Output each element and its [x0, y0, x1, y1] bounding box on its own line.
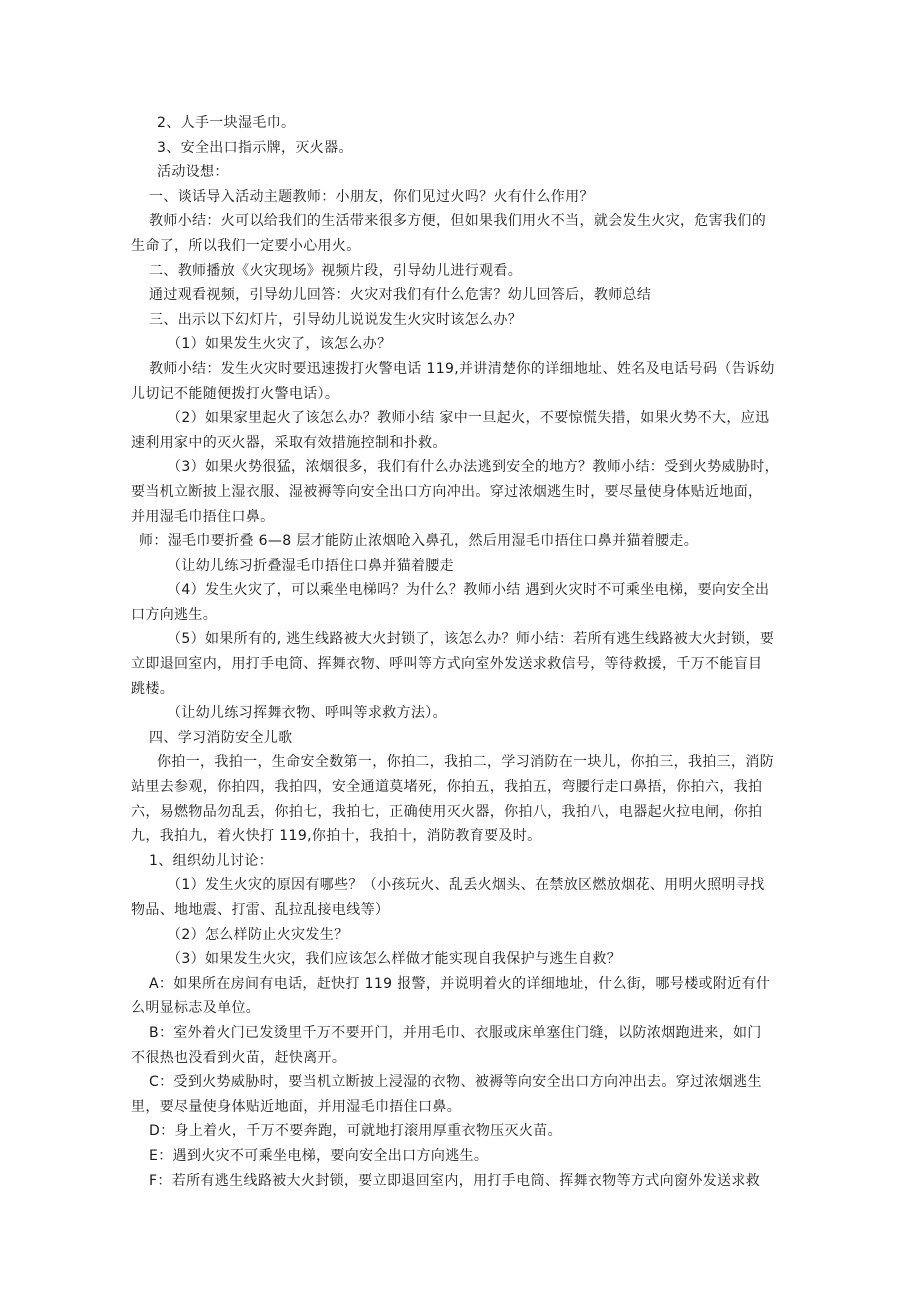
text-line: 生命了，所以我们一定要小心用火。 [131, 237, 361, 254]
text-line: 教师小结：火可以给我们的生活带来很多方便，但如果我们用火不当，就会发生火灾，危害我们的 [149, 213, 767, 230]
text-line: 四、学习消防安全儿歌 [149, 729, 293, 746]
text-line: （3）如果火势很猛，浓烟很多，我们有什么办法逃到安全的地方？教师小结：受到火势威胁时， [167, 459, 779, 476]
text-line: 九，我拍九，着火快打 119,你拍十，我拍十，消防教育要及时。 [131, 828, 542, 845]
text-line: 么明显标志及单位。 [131, 1000, 261, 1017]
text-line: 里，要尽量使身体贴近地面，并用湿毛巾捂住口鼻。 [131, 1098, 462, 1115]
text-line: C：受到火势威胁时，要当机立断披上浸湿的衣物、被褥等向安全出口方向冲出去。穿过浓烟逃生 [149, 1074, 762, 1091]
text-line: 要当机立断披上湿衣服、湿被褥等向安全出口方向冲出。穿过浓烟逃生时，要尽量使身体贴近地面， [131, 483, 763, 500]
text-line: （让幼儿练习挥舞衣物、呼叫等求救方法）。 [167, 705, 447, 722]
text-line: 儿切记不能随便拨打火警电话）。 [131, 385, 340, 402]
text-line: 教师小结：发生火灾时要迅速拨打火警电话 119,并讲清楚你的详细地址、姓名及电话号码（告诉幼 [149, 360, 775, 377]
text-line: 立即退回室内，用打手电筒、挥舞衣物、呼叫等方式向室外发送求救信号，等待救援，千万不能盲目 [131, 656, 763, 673]
text-line: 你拍一，我拍一，生命安全数第一，你拍二，我拍二，学习消防在一块儿，你拍三，我拍三，消防 [157, 754, 775, 771]
text-line: 师：湿毛巾要折叠 6—8 层才能防止浓烟呛入鼻孔，然后用湿毛巾捂住口鼻并猫着腰走。 [139, 533, 699, 550]
text-line: 跳楼。 [131, 680, 175, 697]
text-line: 口方向逃生。 [131, 606, 218, 623]
text-line: （3）如果发生火灾，我们应该怎么样做才能实现自我保护与逃生自救？ [167, 951, 622, 968]
text-line: 2、人手一块湿毛巾。 [157, 115, 296, 131]
text-line: A：如果所在房间有电话，赶快打 119 报警，并说明着火的详细地址，什么街，哪号楼或附近有什 [149, 975, 771, 992]
text-line: 一、谈话导入活动主题教师：小朋友，你们见过火吗？火有什么作用？ [149, 188, 594, 205]
text-line: （1）如果发生火灾了，该怎么办？ [167, 336, 392, 353]
text-line: 3、安全出口指示牌，灭火器。 [157, 139, 353, 156]
text-line: （5）如果所有的, 逃生线路被大火封锁了，该怎么办？师小结：若所有逃生线路被大火封锁，要 [167, 631, 775, 648]
text-line: 并用湿毛巾捂住口鼻。 [131, 508, 275, 525]
text-line: 二、教师播放《火灾现场》视频片段，引导幼儿进行观看。 [149, 262, 523, 279]
text-line: （让幼儿练习折叠湿毛巾捂住口鼻并猫着腰走 [167, 557, 454, 574]
text-line: 三、出示以下幻灯片，引导幼儿说说发生火灾时该怎么办？ [149, 311, 523, 328]
text-line: 1、组织幼儿讨论： [149, 852, 274, 869]
text-line: B：室外着火门已发烫里千万不要开门，并用毛巾、衣服或床单塞住门缝，以防浓烟跑进来，如门 [149, 1024, 762, 1041]
text-line: （4）发生火灾了，可以乘坐电梯吗？为什么？教师小结 遇到火灾时不可乘坐电梯，要向安全出 [167, 582, 770, 599]
text-line: （1）发生火灾的原因有哪些？（小孩玩火、乱丢火烟头、在禁放区燃放烟花、用明火照明寻找 [167, 877, 765, 894]
text-line: D：身上着火，千万不要奔跑，可就地打滚用厚重衣物压灭火苗。 [149, 1123, 562, 1140]
text-line: 不很热也没看到火苗，赶快离开。 [131, 1049, 347, 1066]
text-line: 六，易燃物品勿乱丢，你拍七，我拍七，正确使用灭火器，你拍八，我拍八，电器起火拉电闸，你拍 [131, 803, 763, 820]
text-line: F：若所有逃生线路被大火封锁，要立即退回室内，用打手电筒、挥舞衣物等方式向窗外发送求救 [149, 1172, 761, 1189]
text-line: 通过观看视频，引导幼儿回答：火灾对我们有什么危害？幼儿回答后，教师总结 [149, 287, 652, 304]
text-line: 速利用家中的灭火器，采取有效措施控制和扑救。 [131, 434, 447, 451]
text-line: E：遇到火灾不可乘坐电梯，要向安全出口方向逃生。 [149, 1147, 489, 1164]
text-line: 物品、地地震、打雷、乱拉乱接电线等） [131, 902, 390, 918]
text-line: （2）怎么样防止火灾发生？ [167, 926, 349, 943]
document-body [131, 111, 791, 1193]
text-line: 活动设想： [157, 164, 229, 181]
text-line: （2）如果家里起火了该怎么办？教师小结 家中一旦起火，不要惊慌失措，如果火势不大，应迅 [167, 410, 770, 427]
text-line: 站里去参观，你拍四，我拍四，安全通道莫堵死，你拍五，我拍五，弯腰行走口鼻捂，你拍六，我拍 [131, 779, 763, 796]
